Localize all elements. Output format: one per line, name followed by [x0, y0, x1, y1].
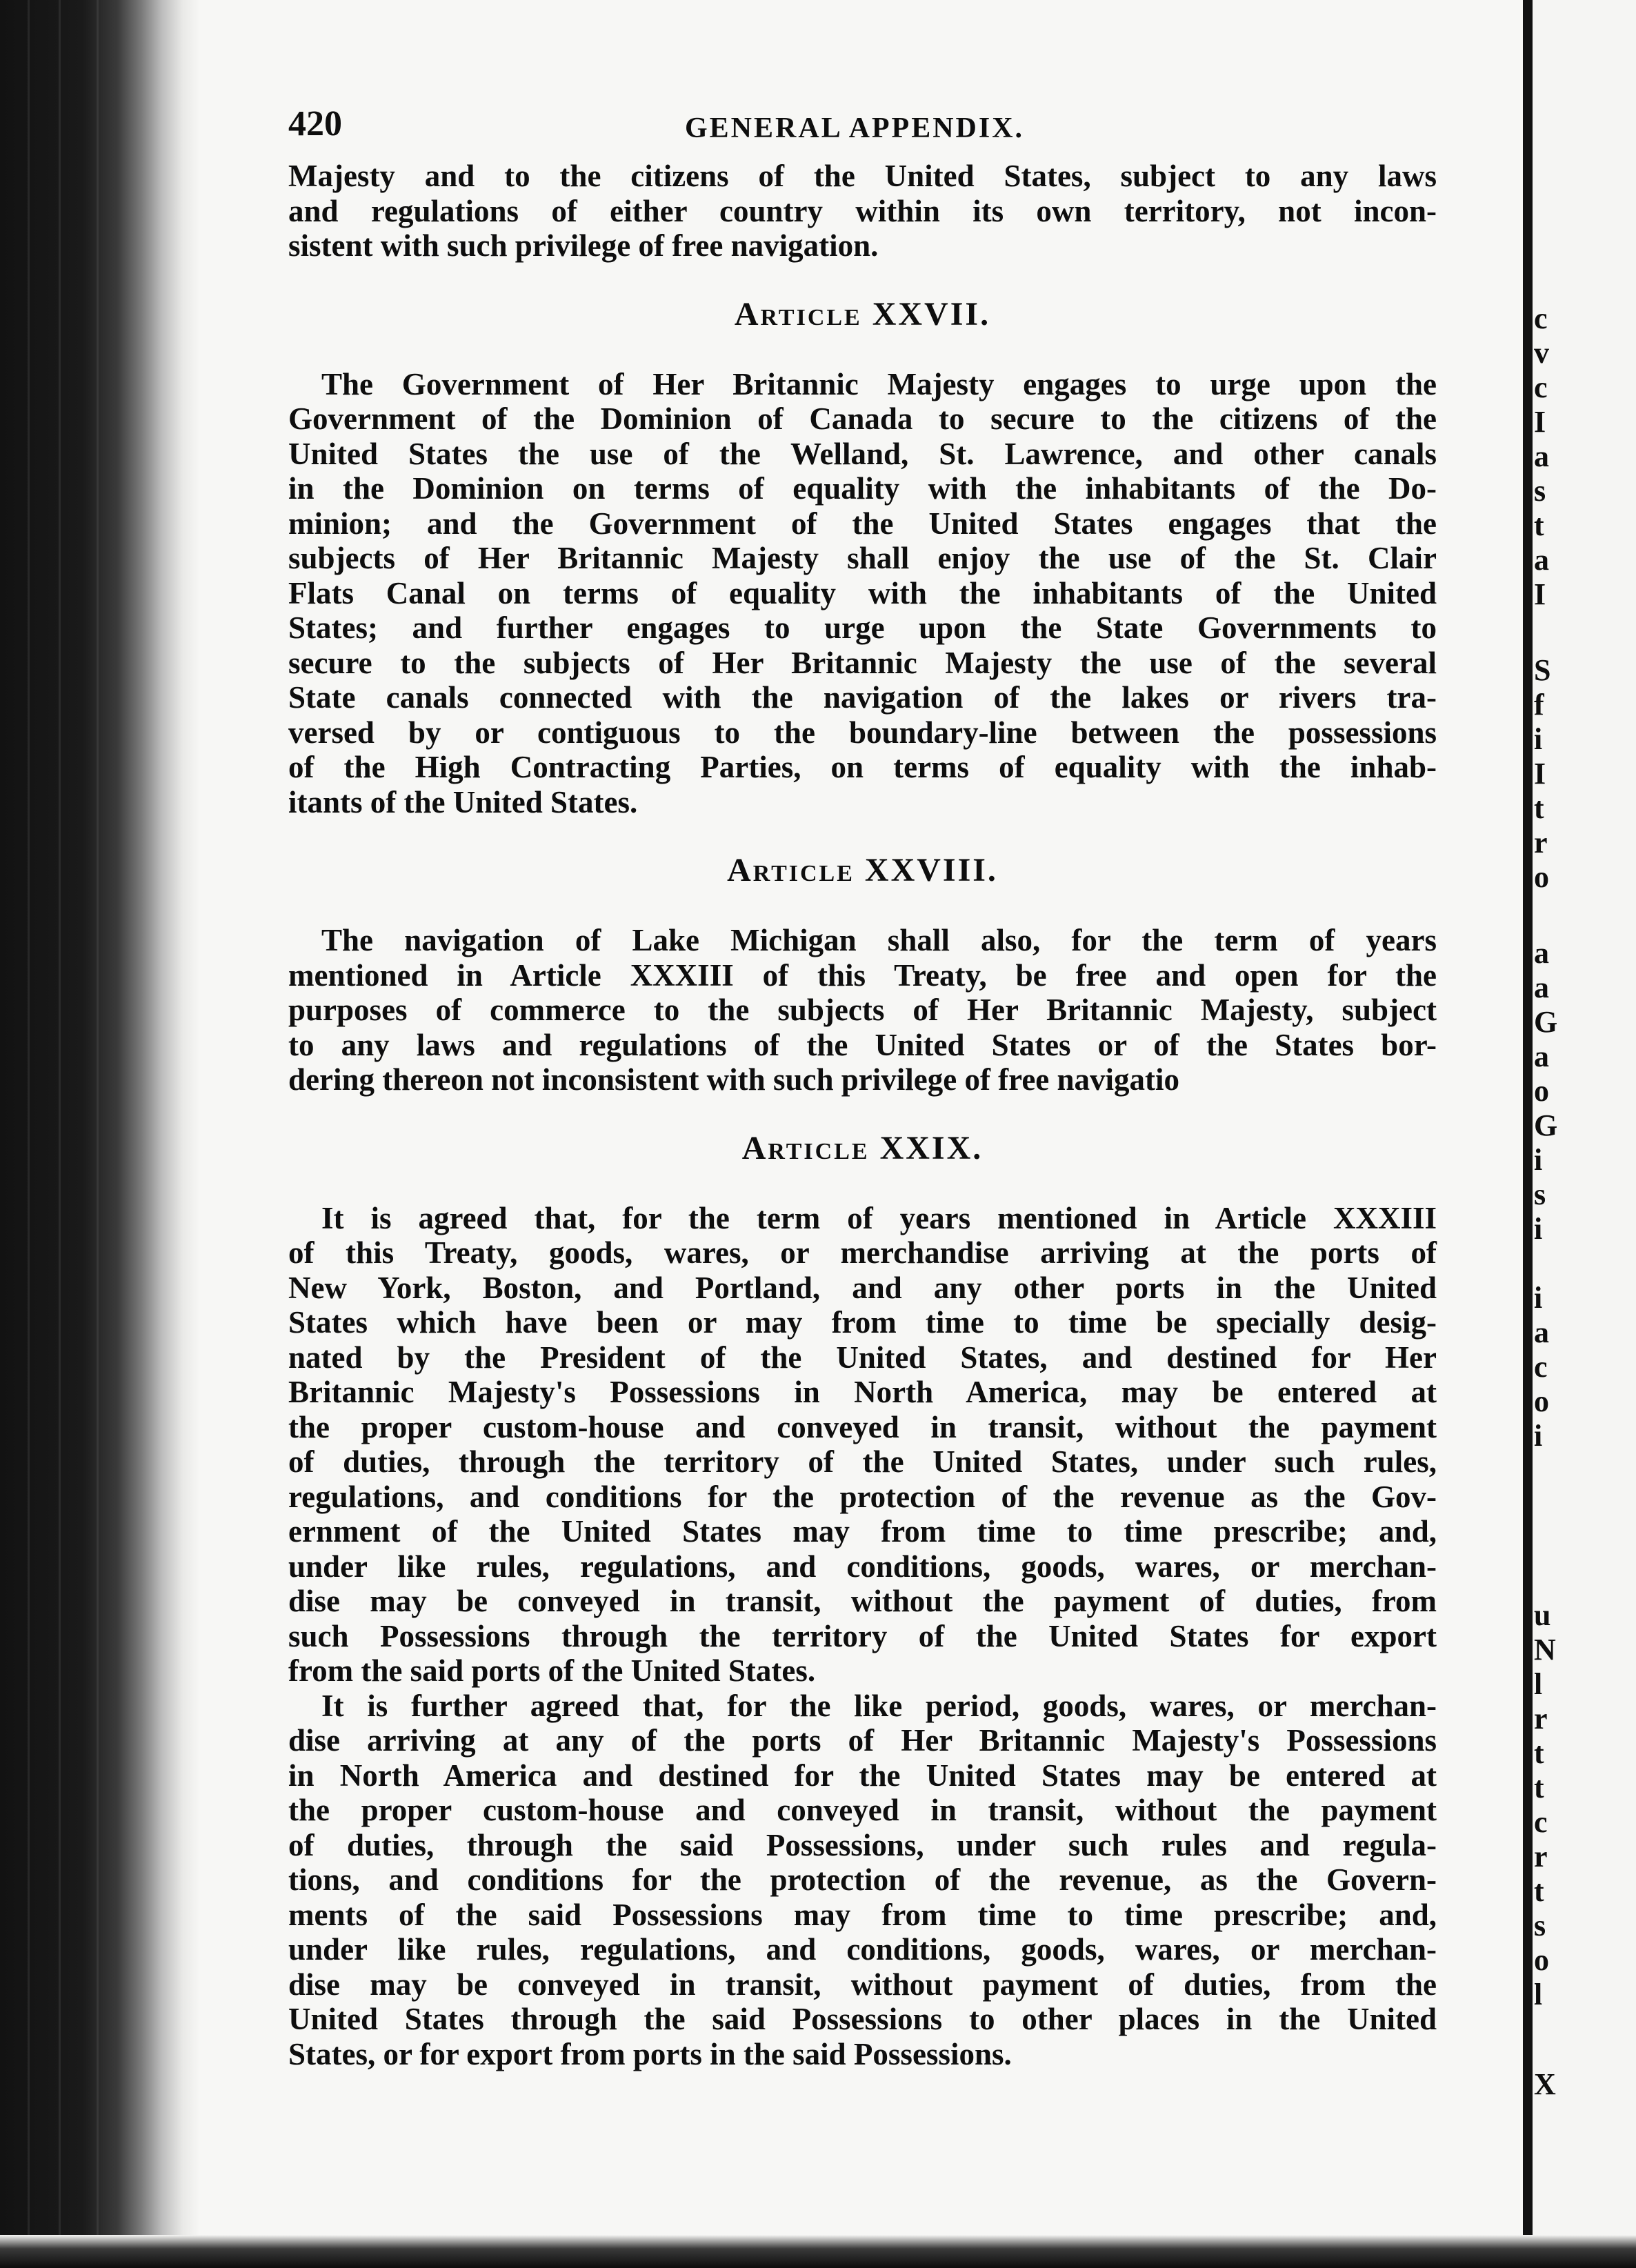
- text-line: dise arriving at any of the ports of Her Britannic Majesty's Possessions: [288, 1723, 1437, 1758]
- facing-page-letter: r: [1534, 826, 1548, 859]
- text-line: of this Treaty, goods, wares, or merchandise arriving at the ports of: [288, 1235, 1437, 1270]
- article-28-heading: Article XXVIII.: [727, 852, 998, 888]
- text-line: versed by or contiguous to the boundary-line between the possessions: [288, 715, 1437, 750]
- text-line: of duties, through the said Possessions, under such rules and regula-: [288, 1827, 1437, 1862]
- binding-streak: [28, 0, 30, 2268]
- text-line: The Government of Her Britannic Majesty engages to urge upon the: [321, 366, 1437, 401]
- facing-page-letter: s: [1534, 474, 1546, 508]
- running-title: GENERAL APPENDIX.: [685, 112, 1025, 144]
- text-line: of duties, through the territory of the United States, under such rules,: [288, 1444, 1437, 1479]
- binding-streak: [59, 0, 61, 2268]
- facing-page-letter: o: [1534, 1943, 1549, 1977]
- article-29-heading: Article XXIX.: [741, 1129, 984, 1166]
- facing-page-letter: l: [1534, 1667, 1543, 1701]
- spacer: [288, 263, 1437, 290]
- text-line: such Possessions through the territory of the United States for export: [288, 1618, 1437, 1653]
- facing-page-letter: a: [1534, 1315, 1549, 1349]
- article-29-paragraph-1: [288, 1201, 1437, 1689]
- text-line: to any laws and regulations of the United States or of the States bor-: [288, 1027, 1437, 1062]
- spacer: [288, 819, 1437, 846]
- page-gutter: [1523, 0, 1533, 2268]
- text-line: nated by the President of the United States, and destined for Her: [288, 1340, 1437, 1375]
- text-line: Government of the Dominion of Canada to secure to the citizens of the: [288, 401, 1437, 436]
- text-line: Britannic Majesty's Possessions in North America, may be entered at: [288, 1375, 1437, 1409]
- text-line: United States the use of the Welland, St. Lawrence, and other canals: [288, 436, 1437, 471]
- facing-page-letter: I: [1534, 757, 1546, 790]
- text-line: Majesty and to the citizens of the United States, subject to any laws: [288, 159, 1437, 193]
- facing-page-letter: c: [1534, 1350, 1548, 1384]
- facing-page-letter: t: [1534, 1771, 1544, 1804]
- facing-page-letter: a: [1534, 971, 1549, 1004]
- text-line: The navigation of Lake Michigan shall also, for the term of years: [321, 923, 1437, 957]
- text-line: Flats Canal on terms of equality with the inhabitants of the United: [288, 575, 1437, 610]
- text-line: dise may be conveyed in transit, without payment of duties, from the: [288, 1967, 1437, 2002]
- facing-page-letter: c: [1534, 301, 1548, 335]
- facing-page-letter: c: [1534, 370, 1548, 404]
- facing-page-letter: X: [1534, 2067, 1556, 2101]
- facing-page-letter: G: [1534, 1108, 1558, 1142]
- facing-page-letter: i: [1534, 1281, 1543, 1315]
- text-line: sistent with such privilege of free navigation.: [288, 228, 879, 263]
- bottom-page-edge: [0, 2235, 1636, 2268]
- text-line: itants of the United States.: [288, 784, 638, 819]
- facing-page-letter: t: [1534, 791, 1544, 825]
- facing-page-letter: u: [1534, 1598, 1551, 1632]
- facing-page-letter: t: [1534, 508, 1544, 542]
- facing-page-letter: I: [1534, 405, 1546, 439]
- facing-page-letter: a: [1534, 1040, 1549, 1073]
- text-line: secure to the subjects of Her Britannic Majesty the use of the several: [288, 645, 1437, 680]
- running-head: [288, 103, 1437, 159]
- facing-page-letter: I: [1534, 577, 1546, 611]
- facing-page-letter: i: [1534, 1419, 1543, 1453]
- facing-page-letter: a: [1534, 439, 1549, 473]
- text-line: under like rules, regulations, and conditions, goods, wares, or merchan-: [288, 1549, 1437, 1584]
- article-29-paragraph-2: [288, 1689, 1437, 2072]
- article-27-paragraph: [288, 367, 1437, 820]
- text-line: State canals connected with the navigation of the lakes or rivers tra-: [288, 680, 1437, 715]
- text-line: ments of the said Possessions may from time to time prescribe; and,: [288, 1897, 1437, 1932]
- facing-page-letter: f: [1534, 688, 1544, 722]
- text-line: under like rules, regulations, and conditions, goods, wares, or merchan-: [288, 1932, 1437, 1967]
- spacer: [288, 1097, 1437, 1124]
- page-text-block: [288, 103, 1437, 2071]
- text-line: tions, and conditions for the protection of the revenue, as the Govern-: [288, 1862, 1437, 1897]
- text-line: minion; and the Government of the United States engages that the: [288, 506, 1437, 541]
- facing-page-letter: i: [1534, 1143, 1543, 1177]
- facing-page-letter: N: [1534, 1633, 1556, 1667]
- text-line: New York, Boston, and Portland, and any other ports in the United: [288, 1270, 1437, 1305]
- text-line: subjects of Her Britannic Majesty shall enjoy the use of the St. Clair: [288, 541, 1437, 575]
- text-line: dering thereon not inconsistent with such privilege of free navigatio: [288, 1062, 1180, 1097]
- book-binding-shadow: [0, 0, 200, 2268]
- text-line: and regulations of either country within its own territory, not incon-: [288, 193, 1437, 228]
- text-line: in North America and destined for the United States may be entered at: [288, 1758, 1437, 1793]
- page-number: 420: [288, 104, 342, 143]
- text-line: regulations, and conditions for the protection of the revenue as the Gov-: [288, 1479, 1437, 1514]
- facing-page-letter: a: [1534, 543, 1549, 577]
- facing-page-letter: c: [1534, 1805, 1548, 1839]
- text-line: It is further agreed that, for the like period, goods, wares, or merchan-: [321, 1688, 1437, 1723]
- text-line: the proper custom-house and conveyed in transit, without the payment: [288, 1793, 1437, 1827]
- facing-page-letter: r: [1534, 1840, 1548, 1873]
- facing-page-letter: G: [1534, 1005, 1558, 1039]
- facing-page-letter: i: [1534, 722, 1543, 756]
- facing-page-letter: v: [1534, 336, 1549, 370]
- text-line: ernment of the United States may from time to time prescribe; and,: [288, 1514, 1437, 1549]
- facing-page-edge: [1533, 0, 1636, 2268]
- continuation-paragraph: [288, 159, 1437, 263]
- article-28-paragraph: [288, 923, 1437, 1097]
- text-line: It is agreed that, for the term of years mentioned in Article XXXIII: [321, 1200, 1437, 1235]
- facing-page-letter: o: [1534, 860, 1549, 894]
- text-line: purposes of commerce to the subjects of Her Britannic Majesty, subject: [288, 993, 1437, 1027]
- text-line: United States through the said Possessions to other places in the United: [288, 2002, 1437, 2036]
- facing-page-letter: i: [1534, 1212, 1543, 1246]
- facing-page-letter: t: [1534, 1874, 1544, 1908]
- text-line: the proper custom-house and conveyed in transit, without the payment: [288, 1409, 1437, 1444]
- text-line: States, or for export from ports in the said Possessions.: [288, 2036, 1012, 2071]
- text-line: States which have been or may from time to time be specially desig-: [288, 1305, 1437, 1340]
- facing-page-letter: r: [1534, 1702, 1548, 1735]
- facing-page-letter: t: [1534, 1736, 1544, 1770]
- text-line: in the Dominion on terms of equality with the inhabitants of the Do-: [288, 471, 1437, 506]
- text-line: mentioned in Article XXXIII of this Treaty, be free and open for the: [288, 957, 1437, 993]
- facing-page-letter: s: [1534, 1909, 1546, 1942]
- facing-page-letter: S: [1534, 653, 1551, 687]
- article-27-heading: Article XXVII.: [734, 295, 991, 332]
- binding-streak: [97, 0, 99, 2268]
- facing-page-letter: l: [1534, 1978, 1543, 2011]
- text-line: dise may be conveyed in transit, without the payment of duties, from: [288, 1584, 1437, 1618]
- facing-page-letter: a: [1534, 936, 1549, 970]
- text-line: from the said ports of the United States.: [288, 1653, 816, 1688]
- facing-page-letter: o: [1534, 1074, 1549, 1108]
- facing-page-letter: o: [1534, 1384, 1549, 1418]
- text-line: States; and further engages to urge upon the State Governments to: [288, 610, 1437, 645]
- text-line: of the High Contracting Parties, on terms of equality with the inhab-: [288, 750, 1437, 784]
- facing-page-letter: s: [1534, 1177, 1546, 1211]
